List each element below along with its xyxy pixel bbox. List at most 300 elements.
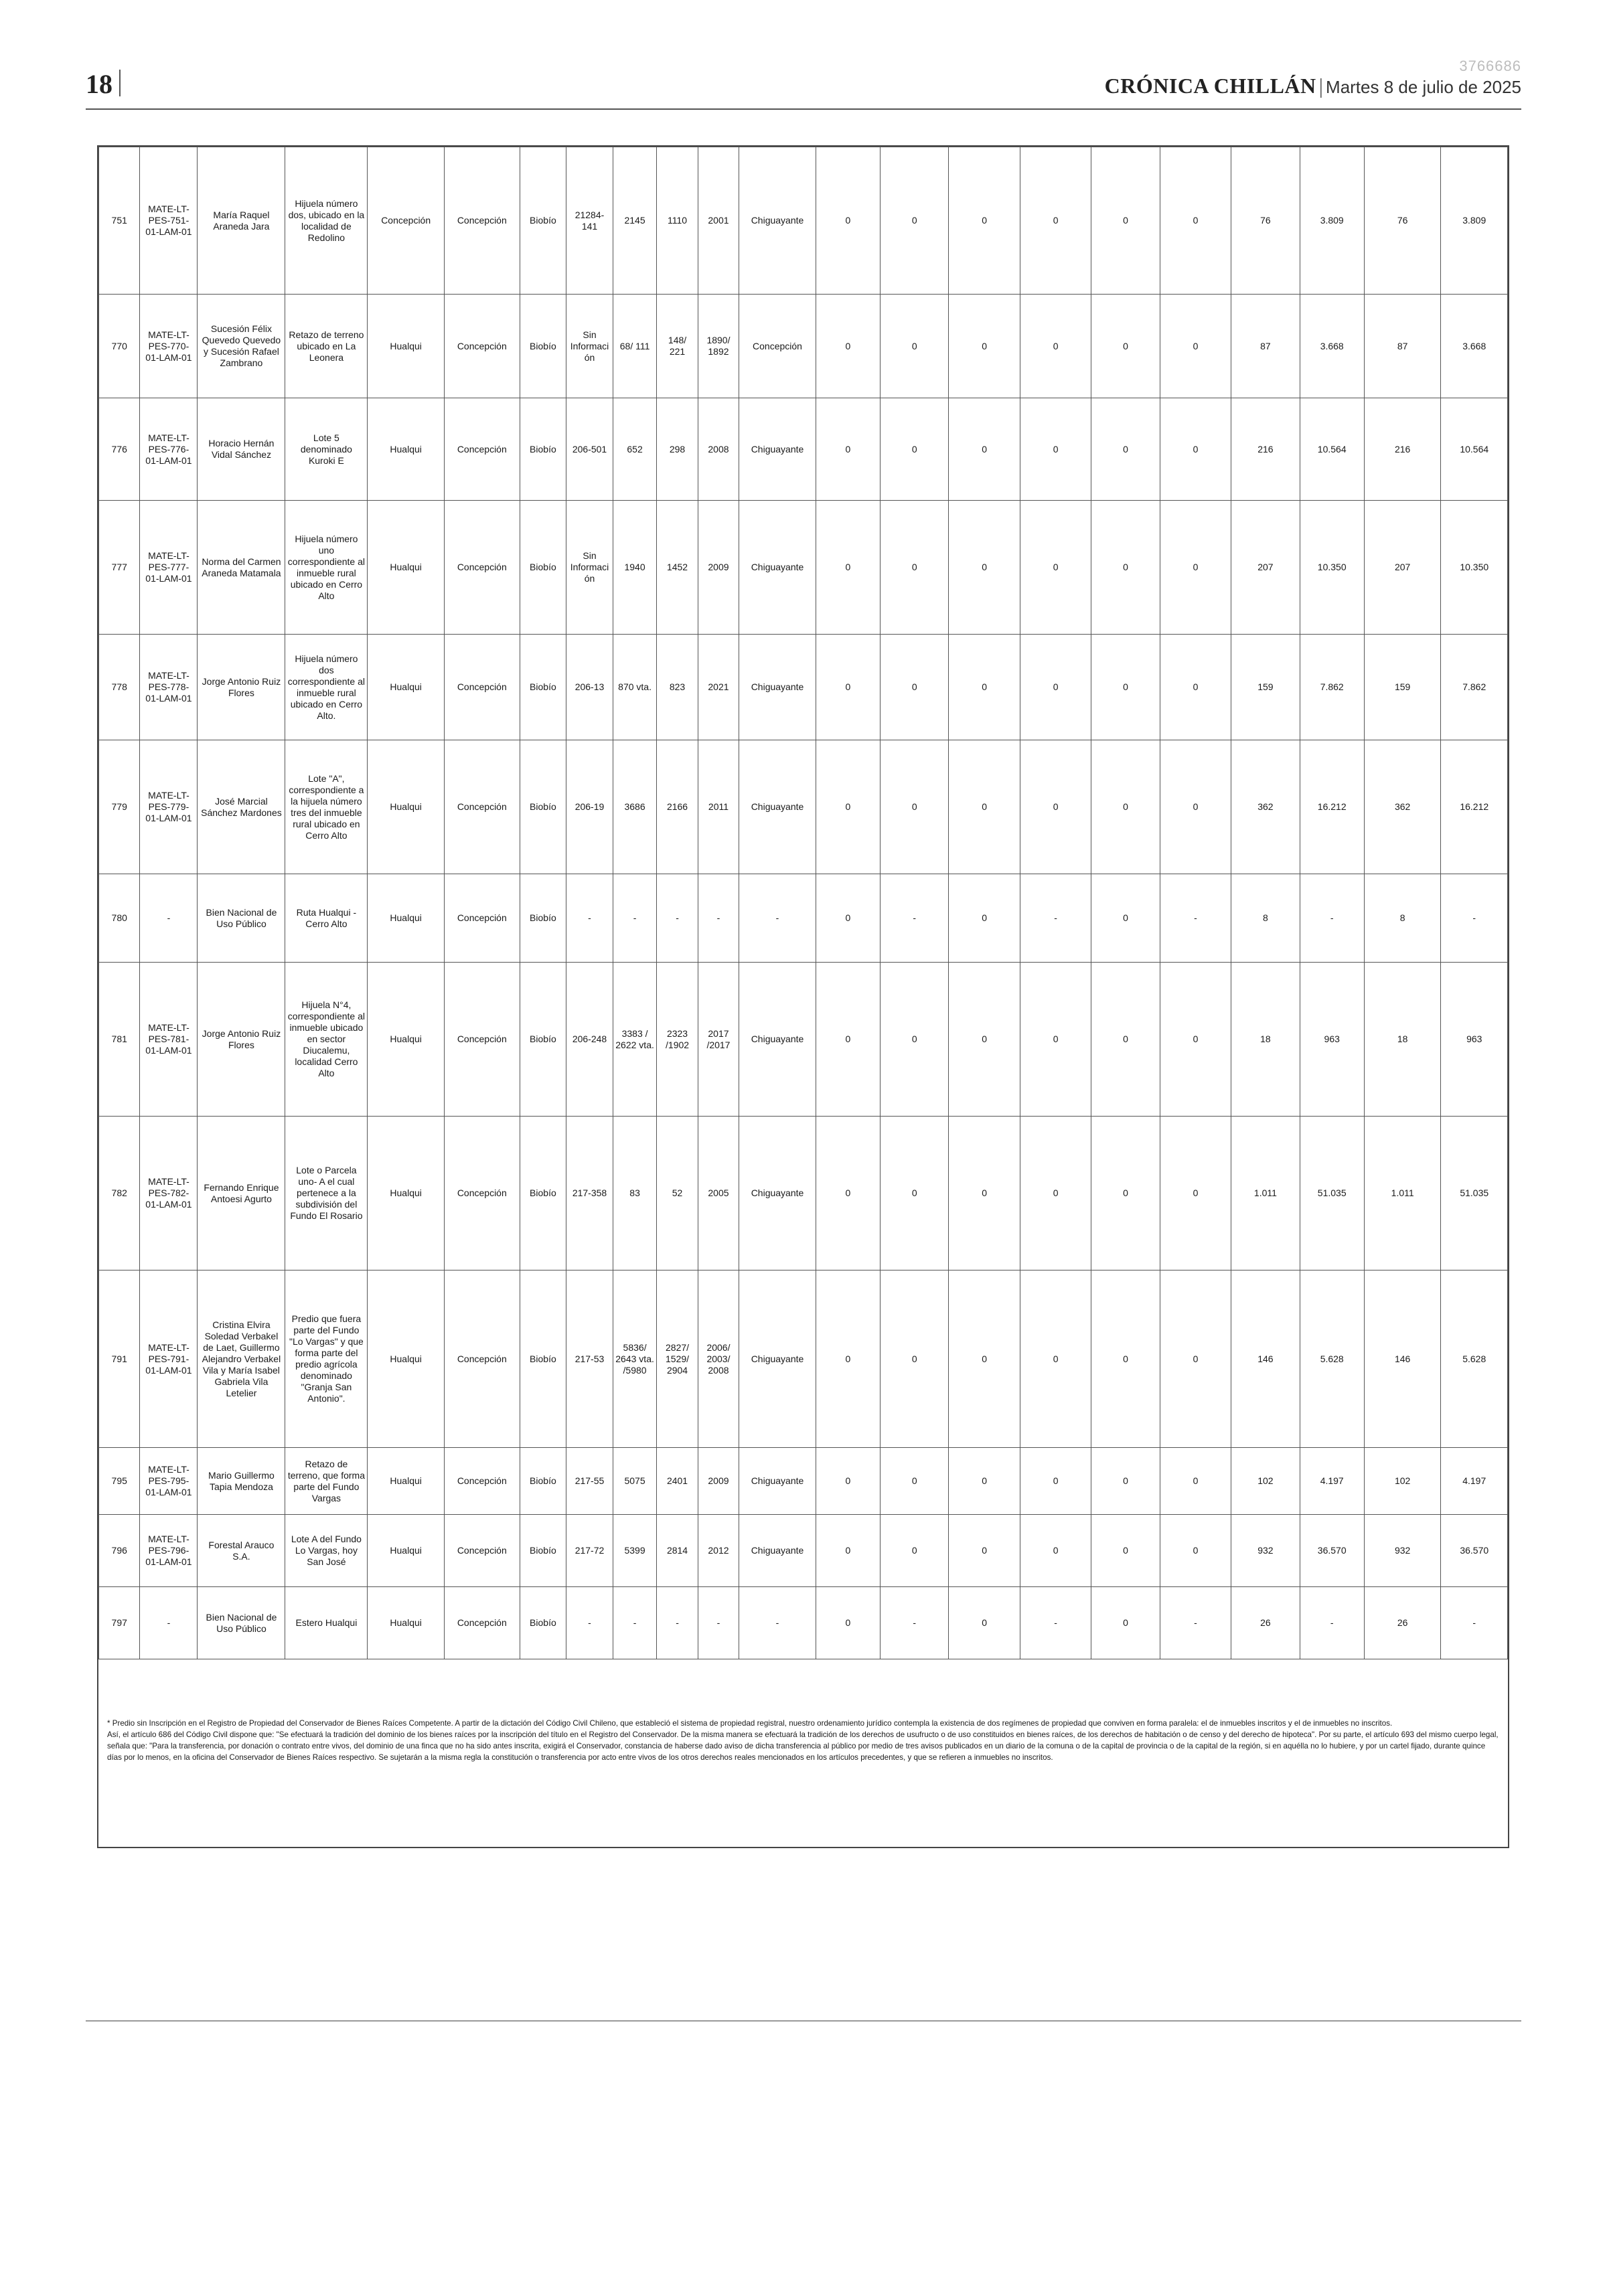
cell-lote: 791 [99,1270,140,1448]
cell-c5: 0 [1091,963,1160,1117]
cell-propietario: Bien Nacional de Uso Público [198,1587,285,1659]
cell-c5: 0 [1091,874,1160,963]
cell-propietario: Cristina Elvira Soledad Verbakel de Laet, Guillermo Alejandro Verbakel Vila y María Isabel Gabriela Vila Letelier [198,1270,285,1448]
cell-c6: 0 [1160,147,1231,295]
cell-c4: 0 [1020,147,1091,295]
cell-descripcion: Hijuela N°4, correspondiente al inmueble ubicado en sector Diucalemu, localidad Cerro Alto [285,963,368,1117]
cell-c9: 159 [1364,635,1441,740]
cell-c1: 0 [816,1448,880,1515]
cell-descripcion: Predio que fuera parte del Fundo "Lo Vargas" y que forma parte del predio agrícola denominado "Granja San Antonio". [285,1270,368,1448]
table-row [99,295,1508,398]
cell-descripcion: Ruta Hualqui - Cerro Alto [285,874,368,963]
cell-c5: 0 [1091,1515,1160,1587]
cell-c5: 0 [1091,501,1160,635]
cell-c7: 26 [1231,1587,1300,1659]
cell-c2: 0 [881,1448,949,1515]
cell-c6: 0 [1160,398,1231,501]
cell-rol-avaluo: 217-72 [566,1515,613,1587]
cell-c6: 0 [1160,295,1231,398]
cell-c7: 216 [1231,398,1300,501]
cell-c1: 0 [816,1515,880,1587]
cell-c6: 0 [1160,635,1231,740]
cell-comuna: Hualqui [368,874,445,963]
cell-c9: 76 [1364,147,1441,295]
cell-c2: 0 [881,295,949,398]
cell-rol: MATE-LT-PES-796-01-LAM-01 [140,1515,198,1587]
page-number-divider [119,70,121,96]
cell-c7: 1.011 [1231,1117,1300,1270]
cell-region: Biobío [520,740,566,874]
cell-rol-avaluo: 206-19 [566,740,613,874]
cell-anio: 2012 [698,1515,739,1587]
cell-fojas: 83 [613,1117,657,1270]
cell-c5: 0 [1091,1117,1160,1270]
table-row [99,501,1508,635]
cell-c10: 10.350 [1441,501,1508,635]
cell-c4: 0 [1020,295,1091,398]
cell-region: Biobío [520,963,566,1117]
cell-anio: - [698,874,739,963]
cell-c2: 0 [881,963,949,1117]
cell-c10: - [1441,874,1508,963]
cell-propietario: Bien Nacional de Uso Público [198,874,285,963]
cell-comuna: Hualqui [368,295,445,398]
cell-c7: 18 [1231,963,1300,1117]
bottom-rule [86,2020,1521,2022]
cell-comuna-inscripcion: Chiguayante [739,740,816,874]
cell-rol-avaluo: 217-53 [566,1270,613,1448]
cell-c4: 0 [1020,1515,1091,1587]
cell-c8: 4.197 [1300,1448,1364,1515]
cell-c5: 0 [1091,1448,1160,1515]
cell-comuna-inscripcion: Chiguayante [739,1448,816,1515]
cell-comuna-inscripcion: Chiguayante [739,635,816,740]
cell-rol-avaluo: 217-55 [566,1448,613,1515]
cell-c9: 87 [1364,295,1441,398]
cell-fojas: 5075 [613,1448,657,1515]
cell-c1: 0 [816,295,880,398]
cell-propietario: Fernando Enrique Antoesi Agurto [198,1117,285,1270]
listing-frame [97,145,1509,1848]
cell-c5: 0 [1091,740,1160,874]
cell-comuna-inscripcion: Concepción [739,295,816,398]
cell-rol: MATE-LT-PES-751-01-LAM-01 [140,147,198,295]
cell-c1: 0 [816,1587,880,1659]
cell-propietario: María Raquel Araneda Jara [198,147,285,295]
table-row [99,1270,1508,1448]
cell-anio: 2006/ 2003/ 2008 [698,1270,739,1448]
cell-c5: 0 [1091,635,1160,740]
cell-comuna: Hualqui [368,1117,445,1270]
cell-region: Biobío [520,1117,566,1270]
cell-c6: 0 [1160,1515,1231,1587]
cell-lote: 751 [99,147,140,295]
cell-c8: 3.668 [1300,295,1364,398]
footnote-paragraph-2: Así, el artículo 686 del Código Civil dispone que: "Se efectuará la tradición del dominio de los bienes raíces por la inscripción del título en el Registro del Conservador. De la misma manera se efectuará la tradición de los derechos de usufructo o de uso constituidos en bienes raíces, de los derechos de habitación o de censo y del derecho de hipoteca". Por su parte, el artículo 693 del mismo cuerpo legal, señala que: "Para la transferencia, por donación o contrato entre vivos, del dominio de una finca que no ha sido antes inscrita, exigirá el Conservador, constancia de haberse dado aviso de dicha transferencia al público por medio de tres avisos publicados en un diario de la comuna o de la capital de provincia o de la capital de la región, si en aquélla no lo hubiere, y por un cartel fijado, durante quince días por lo menos, en la oficina del Conservador de Bienes Raíces respectivo. Se sujetarán a la misma regla la constitución o transferencia por acto entre vivos de los otros derechos reales mencionados en los artículos precedentes, y que se refieren a inmuebles no inscritos. [107,1730,1499,1762]
cell-c3: 0 [949,963,1020,1117]
cell-c6: 0 [1160,963,1231,1117]
cell-c6: 0 [1160,740,1231,874]
cell-rol-avaluo: 21284-141 [566,147,613,295]
cell-region: Biobío [520,398,566,501]
table-row [99,1117,1508,1270]
cell-c2: 0 [881,1515,949,1587]
cell-c2: 0 [881,635,949,740]
cell-c4: - [1020,1587,1091,1659]
cell-comuna-inscripcion: Chiguayante [739,147,816,295]
cell-conservador: Concepción [444,1117,520,1270]
cell-anio: 2021 [698,635,739,740]
cell-lote: 777 [99,501,140,635]
cell-c10: 963 [1441,963,1508,1117]
cell-comuna: Hualqui [368,1515,445,1587]
cell-descripcion: Lote o Parcela uno- A el cual pertenece a la subdivisión del Fundo El Rosario [285,1117,368,1270]
cell-rol: - [140,1587,198,1659]
cell-c7: 146 [1231,1270,1300,1448]
cell-fojas: 3383 / 2622 vta. [613,963,657,1117]
cell-c5: 0 [1091,1270,1160,1448]
cell-rol: MATE-LT-PES-779-01-LAM-01 [140,740,198,874]
cell-c5: 0 [1091,1587,1160,1659]
cell-numero: - [657,874,698,963]
cell-c9: 932 [1364,1515,1441,1587]
cell-lote: 779 [99,740,140,874]
cell-propietario: Horacio Hernán Vidal Sánchez [198,398,285,501]
cell-conservador: Concepción [444,874,520,963]
cell-c8: 10.350 [1300,501,1364,635]
cell-comuna: Hualqui [368,398,445,501]
cell-c3: 0 [949,740,1020,874]
cell-c2: - [881,874,949,963]
cell-numero: 2827/ 1529/ 2904 [657,1270,698,1448]
cell-numero: 2814 [657,1515,698,1587]
cell-descripcion: Retazo de terreno ubicado en La Leonera [285,295,368,398]
cell-rol-avaluo: 217-358 [566,1117,613,1270]
cell-c2: 0 [881,398,949,501]
table-row [99,1515,1508,1587]
cell-rol-avaluo: 206-501 [566,398,613,501]
cell-c8: 51.035 [1300,1117,1364,1270]
cell-numero: - [657,1587,698,1659]
cell-rol: - [140,874,198,963]
cell-c6: - [1160,874,1231,963]
cell-c10: 16.212 [1441,740,1508,874]
cell-c1: 0 [816,740,880,874]
cell-c10: 3.809 [1441,147,1508,295]
ad-code: 3766686 [1459,58,1521,74]
publication-date: Martes 8 de julio de 2025 [1326,77,1521,97]
cell-rol-avaluo: Sin Información [566,295,613,398]
cell-rol: MATE-LT-PES-776-01-LAM-01 [140,398,198,501]
cell-c2: 0 [881,1117,949,1270]
cell-numero: 2401 [657,1448,698,1515]
cell-rol: MATE-LT-PES-782-01-LAM-01 [140,1117,198,1270]
cell-comuna: Hualqui [368,963,445,1117]
cell-region: Biobío [520,1587,566,1659]
cell-numero: 1452 [657,501,698,635]
cell-c3: 0 [949,874,1020,963]
cell-comuna: Concepción [368,147,445,295]
cell-c10: 51.035 [1441,1117,1508,1270]
cell-c3: 0 [949,635,1020,740]
header-rule [86,108,1521,110]
cell-conservador: Concepción [444,501,520,635]
cell-comuna-inscripcion: - [739,1587,816,1659]
cell-c2: 0 [881,501,949,635]
cell-c4: 0 [1020,1270,1091,1448]
cell-c3: 0 [949,398,1020,501]
cell-region: Biobío [520,874,566,963]
cell-anio: 2008 [698,398,739,501]
cell-c10: 4.197 [1441,1448,1508,1515]
cell-c1: 0 [816,1270,880,1448]
cell-c1: 0 [816,963,880,1117]
cell-c7: 932 [1231,1515,1300,1587]
cell-comuna-inscripcion: Chiguayante [739,501,816,635]
cell-comuna-inscripcion: - [739,874,816,963]
cell-descripcion: Hijuela número uno correspondiente al inmueble rural ubicado en Cerro Alto [285,501,368,635]
cell-rol: MATE-LT-PES-777-01-LAM-01 [140,501,198,635]
cell-conservador: Concepción [444,398,520,501]
cell-c10: - [1441,1587,1508,1659]
cell-anio: 2001 [698,147,739,295]
cell-c4: 0 [1020,635,1091,740]
cell-lote: 796 [99,1515,140,1587]
cell-anio: 2009 [698,1448,739,1515]
cell-c4: 0 [1020,501,1091,635]
cell-lote: 780 [99,874,140,963]
cell-anio: 1890/ 1892 [698,295,739,398]
cell-c9: 362 [1364,740,1441,874]
cell-comuna-inscripcion: Chiguayante [739,398,816,501]
cell-c4: 0 [1020,740,1091,874]
cell-c1: 0 [816,1117,880,1270]
cell-fojas: 5399 [613,1515,657,1587]
cell-comuna: Hualqui [368,740,445,874]
cell-c2: 0 [881,1270,949,1448]
cell-c4: 0 [1020,398,1091,501]
cell-c6: 0 [1160,1270,1231,1448]
cell-c8: 963 [1300,963,1364,1117]
cell-c4: - [1020,874,1091,963]
cell-c9: 18 [1364,963,1441,1117]
cell-c3: 0 [949,1448,1020,1515]
cell-rol: MATE-LT-PES-778-01-LAM-01 [140,635,198,740]
table-row [99,635,1508,740]
cell-propietario: Sucesión Félix Quevedo Quevedo y Sucesión Rafael Zambrano [198,295,285,398]
cell-c8: 3.809 [1300,147,1364,295]
cell-descripcion: Hijuela número dos correspondiente al inmueble rural ubicado en Cerro Alto. [285,635,368,740]
cell-c3: 0 [949,1117,1020,1270]
cell-anio: - [698,1587,739,1659]
cell-comuna: Hualqui [368,1270,445,1448]
cell-region: Biobío [520,635,566,740]
cell-rol: MATE-LT-PES-781-01-LAM-01 [140,963,198,1117]
publication-separator: | [1318,74,1324,98]
cell-rol-avaluo: - [566,874,613,963]
cell-c3: 0 [949,147,1020,295]
cell-anio: 2017 /2017 [698,963,739,1117]
expropriation-table [98,147,1508,1659]
cell-c10: 10.564 [1441,398,1508,501]
cell-conservador: Concepción [444,635,520,740]
cell-c7: 87 [1231,295,1300,398]
cell-c9: 216 [1364,398,1441,501]
cell-c4: 0 [1020,1448,1091,1515]
cell-c1: 0 [816,147,880,295]
cell-conservador: Concepción [444,1270,520,1448]
cell-propietario: José Marcial Sánchez Mardones [198,740,285,874]
footnote-paragraph-1: * Predio sin Inscripción en el Registro de Propiedad del Conservador de Bienes Raíces Competente. A partir de la dictación del Código Civil Chileno, que estableció el sistema de propiedad registral, nuestro ordenamiento jurídico contempla la existencia de dos regímenes de propiedad que conviven en forma paralela: el de inmuebles inscritos y el de inmuebles no inscritos. [107,1719,1393,1728]
cell-region: Biobío [520,1448,566,1515]
cell-anio: 2005 [698,1117,739,1270]
cell-rol: MATE-LT-PES-795-01-LAM-01 [140,1448,198,1515]
cell-comuna: Hualqui [368,501,445,635]
cell-fojas: - [613,1587,657,1659]
cell-fojas: 5836/ 2643 vta. /5980 [613,1270,657,1448]
cell-conservador: Concepción [444,963,520,1117]
cell-c3: 0 [949,1515,1020,1587]
cell-numero: 52 [657,1117,698,1270]
cell-rol: MATE-LT-PES-791-01-LAM-01 [140,1270,198,1448]
table-row [99,1448,1508,1515]
publication-name: CRÓNICA CHILLÁN [1104,74,1316,98]
cell-c7: 76 [1231,147,1300,295]
cell-anio: 2009 [698,501,739,635]
cell-c1: 0 [816,501,880,635]
table-row [99,1587,1508,1659]
cell-c10: 36.570 [1441,1515,1508,1587]
cell-c9: 146 [1364,1270,1441,1448]
cell-numero: 298 [657,398,698,501]
cell-c4: 0 [1020,963,1091,1117]
cell-lote: 797 [99,1587,140,1659]
cell-descripcion: Lote "A", correspondiente a la hijuela número tres del inmueble rural ubicado en Cerro Alto [285,740,368,874]
cell-c2: 0 [881,147,949,295]
cell-propietario: Forestal Arauco S.A. [198,1515,285,1587]
cell-c3: 0 [949,1587,1020,1659]
table-row [99,398,1508,501]
cell-c6: 0 [1160,1448,1231,1515]
cell-c8: 16.212 [1300,740,1364,874]
table-row [99,963,1508,1117]
cell-comuna-inscripcion: Chiguayante [739,1117,816,1270]
cell-c2: - [881,1587,949,1659]
cell-descripcion: Lote 5 denominado Kuroki E [285,398,368,501]
cell-c3: 0 [949,295,1020,398]
cell-c5: 0 [1091,398,1160,501]
cell-descripcion: Retazo de terreno, que forma parte del Fundo Vargas [285,1448,368,1515]
cell-fojas: 2145 [613,147,657,295]
page-number: 18 [86,69,112,99]
cell-comuna: Hualqui [368,1448,445,1515]
cell-comuna-inscripcion: Chiguayante [739,963,816,1117]
cell-c8: 36.570 [1300,1515,1364,1587]
cell-c9: 8 [1364,874,1441,963]
cell-propietario: Jorge Antonio Ruiz Flores [198,635,285,740]
cell-c5: 0 [1091,147,1160,295]
cell-lote: 770 [99,295,140,398]
cell-rol-avaluo: 206-248 [566,963,613,1117]
cell-rol-avaluo: - [566,1587,613,1659]
cell-c3: 0 [949,1270,1020,1448]
cell-c5: 0 [1091,295,1160,398]
table-row [99,147,1508,295]
cell-descripcion: Lote A del Fundo Lo Vargas, hoy San José [285,1515,368,1587]
cell-c10: 3.668 [1441,295,1508,398]
cell-c8: 7.862 [1300,635,1364,740]
cell-region: Biobío [520,1515,566,1587]
cell-c8: 5.628 [1300,1270,1364,1448]
cell-numero: 2323 /1902 [657,963,698,1117]
cell-fojas: 652 [613,398,657,501]
cell-fojas: 870 vta. [613,635,657,740]
cell-comuna-inscripcion: Chiguayante [739,1515,816,1587]
cell-conservador: Concepción [444,1587,520,1659]
cell-c7: 159 [1231,635,1300,740]
cell-c1: 0 [816,635,880,740]
cell-region: Biobío [520,501,566,635]
cell-propietario: Norma del Carmen Araneda Matamala [198,501,285,635]
table-row [99,874,1508,963]
cell-c1: 0 [816,398,880,501]
cell-comuna-inscripcion: Chiguayante [739,1270,816,1448]
cell-c2: 0 [881,740,949,874]
cell-c10: 5.628 [1441,1270,1508,1448]
cell-c9: 1.011 [1364,1117,1441,1270]
cell-c7: 362 [1231,740,1300,874]
cell-c3: 0 [949,501,1020,635]
cell-c8: - [1300,1587,1364,1659]
cell-conservador: Concepción [444,1515,520,1587]
cell-c7: 207 [1231,501,1300,635]
table-row [99,740,1508,874]
cell-c9: 207 [1364,501,1441,635]
cell-comuna: Hualqui [368,1587,445,1659]
cell-propietario: Mario Guillermo Tapia Mendoza [198,1448,285,1515]
cell-numero: 2166 [657,740,698,874]
cell-fojas: 68/ 111 [613,295,657,398]
cell-conservador: Concepción [444,740,520,874]
cell-c9: 102 [1364,1448,1441,1515]
cell-c10: 7.862 [1441,635,1508,740]
cell-lote: 795 [99,1448,140,1515]
cell-lote: 781 [99,963,140,1117]
cell-anio: 2011 [698,740,739,874]
cell-descripcion: Hijuela número dos, ubicado en la localidad de Redolino [285,147,368,295]
cell-conservador: Concepción [444,147,520,295]
legal-footnote [107,1718,1500,1763]
cell-numero: 148/ 221 [657,295,698,398]
cell-region: Biobío [520,295,566,398]
cell-comuna: Hualqui [368,635,445,740]
cell-lote: 776 [99,398,140,501]
cell-rol-avaluo: Sin Información [566,501,613,635]
cell-c9: 26 [1364,1587,1441,1659]
cell-c7: 8 [1231,874,1300,963]
cell-rol-avaluo: 206-13 [566,635,613,740]
cell-c1: 0 [816,874,880,963]
cell-c6: - [1160,1587,1231,1659]
cell-numero: 823 [657,635,698,740]
cell-fojas: - [613,874,657,963]
cell-fojas: 1940 [613,501,657,635]
table-body [99,147,1508,1659]
cell-fojas: 3686 [613,740,657,874]
cell-c6: 0 [1160,1117,1231,1270]
cell-numero: 1110 [657,147,698,295]
cell-region: Biobío [520,147,566,295]
